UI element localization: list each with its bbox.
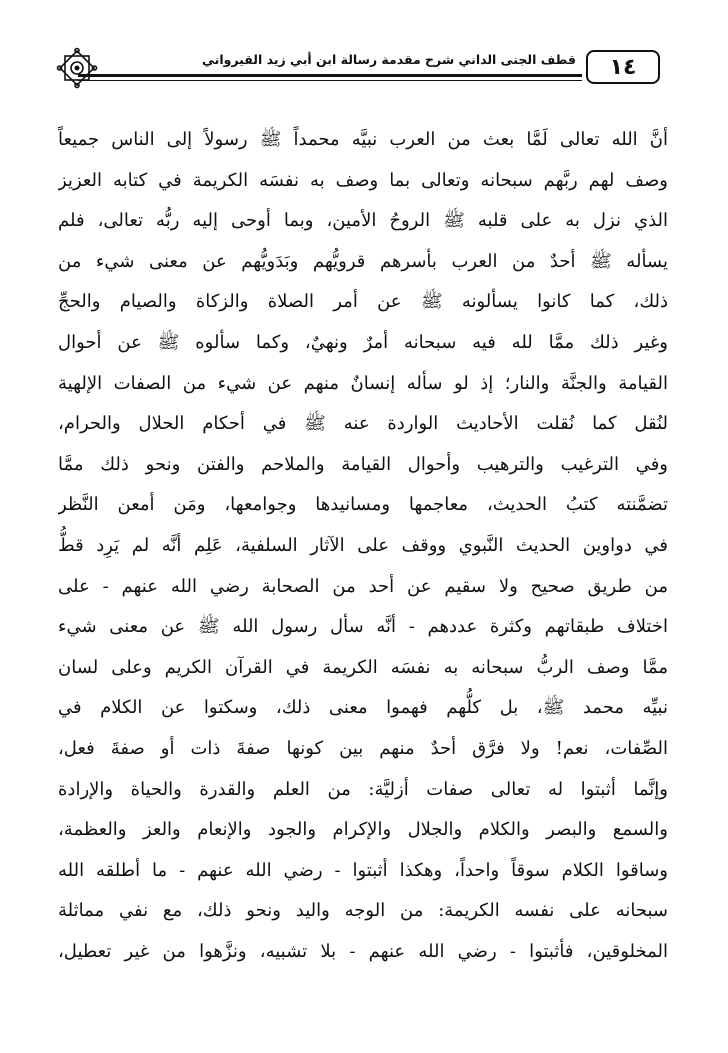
- page-body: [58, 120, 668, 972]
- running-title: قطف الجنى الداني شرح مقدمة رسالة ابن أبي زيد القيرواني: [202, 52, 576, 67]
- text-line: يسأله ﷺ أحدٌ من العرب بأسرهم قرويُّهم وبَدَويُّهم عن معنى شيء من: [58, 250, 668, 272]
- text-line: في دواوين الحديث النَّبوي ووقف على الآثار السلفية، عَلِم أنَّه لم يَرِد قطُّ: [58, 534, 668, 556]
- text-line: وفي الترغيب والترهيب وأحوال القيامة والملاحم والفتن ونحو ذلك ممَّا: [58, 453, 668, 475]
- text-line: ممَّا وصف الربُّ سبحانه به نفسَه الكريمة في القرآن الكريم وعلى لسان: [58, 656, 668, 678]
- page-header: [56, 40, 660, 94]
- header-rule-thin: [78, 80, 582, 81]
- text-line: الصِّفات، نعم! ولا فرَّق أحدٌ منهم بين كونها صفةَ ذات أو صفةَ فعل،: [58, 737, 668, 759]
- page-number: ١٤: [586, 50, 660, 84]
- text-line: نبيِّه محمد ﷺ، بل كلُّهم فهموا معنى ذلك، وسكتوا عن الكلام في: [58, 697, 668, 719]
- text-line: وساقوا الكلام سوقاً واحداً، وهكذا أثبتوا - رضي الله عنهم - ما أطلقه الله: [58, 859, 668, 881]
- text-line: لنُقل كما نُقلت الأحاديث الواردة عنه ﷺ في أحكام الحلال والحرام،: [58, 413, 668, 435]
- header-rule: [78, 74, 582, 77]
- text-line: وإنَّما أثبتوا له تعالى صفات أزليَّة: من العلم والقدرة والحياة والإرادة: [58, 778, 668, 800]
- text-line: سبحانه على نفسه الكريمة: من الوجه واليد ونحو ذلك، مع نفي مماثلة: [58, 900, 668, 922]
- text-line: من طريق صحيح ولا سقيم عن أحد من الصحابة رضي الله عنهم - على: [58, 575, 668, 597]
- text-line: اختلاف طبقاتهم وكثرة عددهم - أنَّه سأل رسول الله ﷺ عن معنى شيء: [58, 616, 668, 638]
- eight-point-star-ornament-icon: [56, 47, 98, 89]
- text-line: وصف لهم ربَّهم سبحانه وتعالى بما وصف به نفسَه الكريمة في كتابه العزيز: [58, 169, 668, 191]
- text-line: أنَّ الله تعالى لَمَّا بعث من العرب نبيَّه محمداً ﷺ رسولاً إلى الناس جميعاً: [58, 129, 668, 150]
- text-line: القيامة والجنَّة والنار؛ إذ لو سأله إنسانٌ منهم عن شيء من الصفات الإلهية: [58, 372, 668, 394]
- text-line: تضمَّنته كتبُ الحديث، معاجمها ومسانيدها وجوامعها، ومَن أمعن النَّظر: [58, 494, 668, 516]
- text-line: وغير ذلك ممَّا لله فيه سبحانه أمرٌ ونهيٌ، وكما سألوه ﷺ عن أحوال: [58, 331, 668, 353]
- text-line: المخلوقين، فأثبتوا - رضي الله عنهم - بلا تشبيه، ونزَّهوا من غير تعطيل،: [58, 940, 668, 962]
- text-line: الذي نزل به على قلبه ﷺ الروحُ الأمين، وبما أوحى إليه ربُّه تعالى، فلم: [58, 210, 668, 232]
- text-line: ذلك، كما كانوا يسألونه ﷺ عن أمر الصلاة والزكاة والصيام والحجِّ: [58, 291, 668, 313]
- text-line: والسمع والبصر والكلام والجلال والإكرام والجود والإنعام والعز والعظمة،: [58, 819, 668, 841]
